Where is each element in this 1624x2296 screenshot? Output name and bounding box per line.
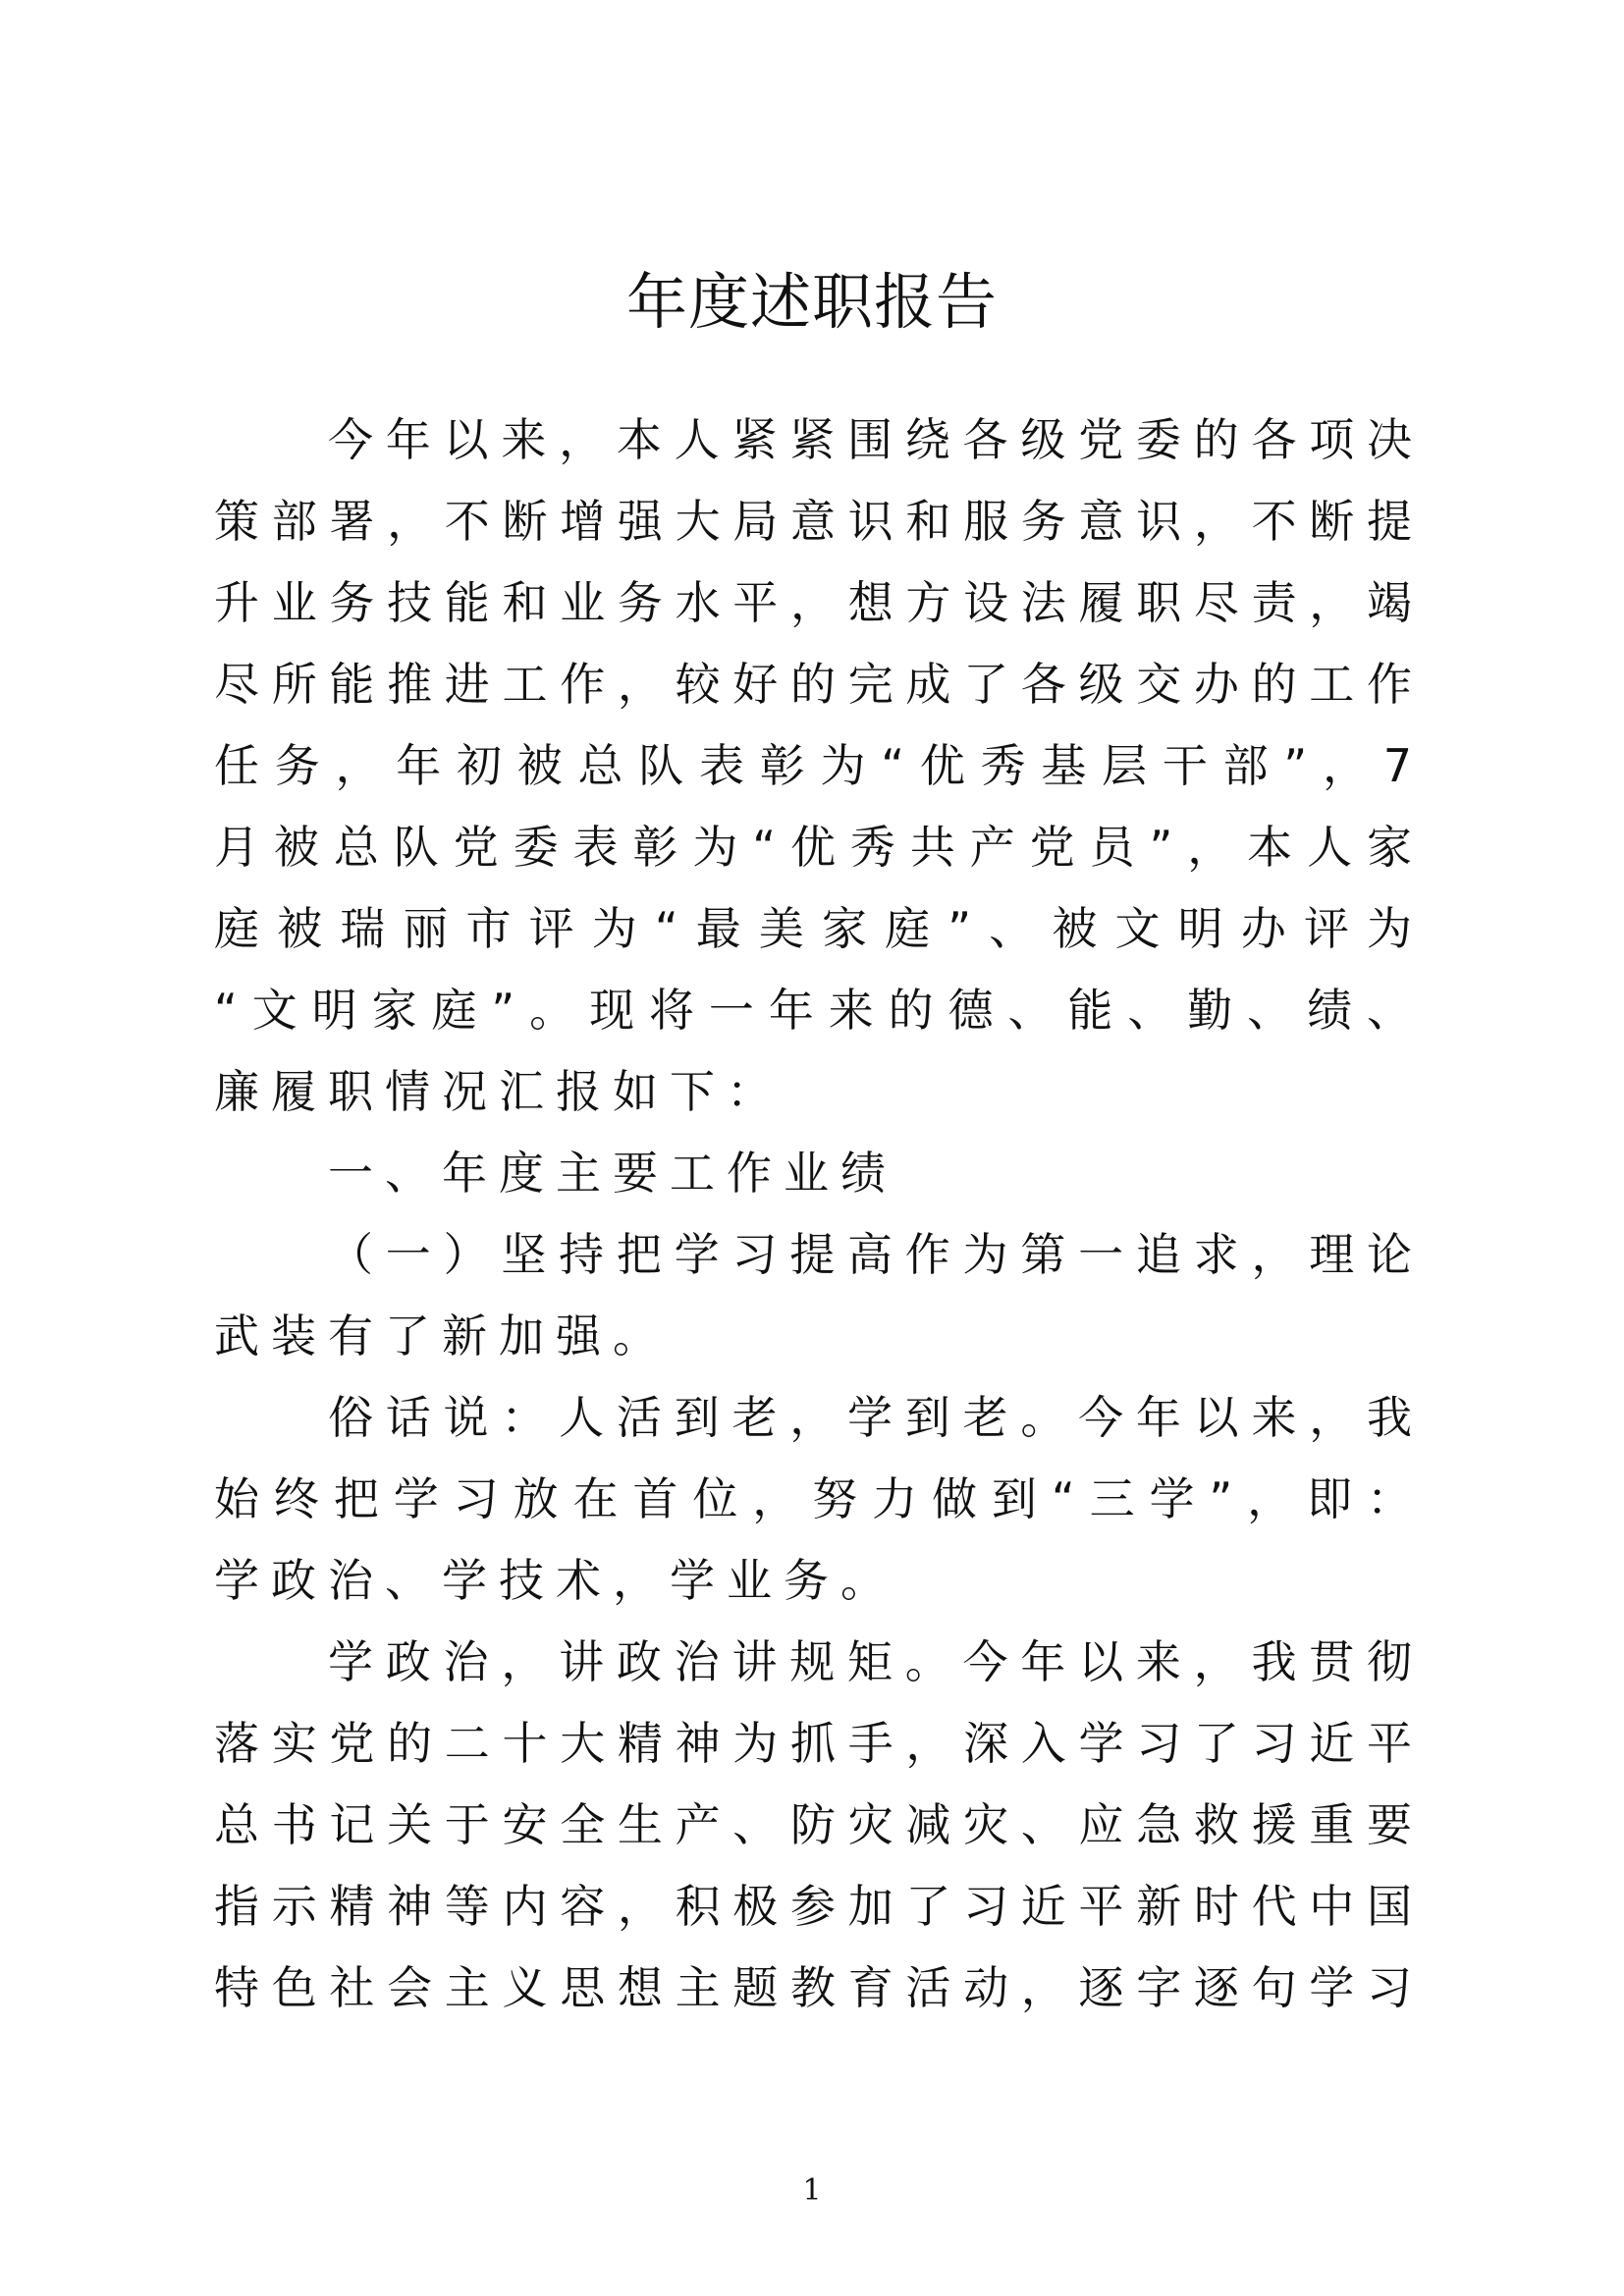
- paragraph-line: 学政治、学技术，学业务。: [214, 1554, 897, 1607]
- paragraph-line: 今年以来，本人紧紧围绕各级党委的各项决: [328, 413, 1412, 466]
- paragraph-line: 落实党的二十大精神为抓手，深入学习了习近平: [214, 1717, 1412, 1770]
- paragraph-line: 俗话说：人活到老，学到老。今年以来，我: [328, 1391, 1412, 1444]
- paragraph-line: 庭被瑞丽市评为“最美家庭”、被文明办评为: [214, 902, 1412, 955]
- section-heading: 一、年度主要工作业绩: [328, 1147, 897, 1200]
- paragraph-line: 总书记关于安全生产、防灾减灾、应急救援重要: [214, 1798, 1412, 1851]
- paragraph-line: 升业务技能和业务水平，想方设法履职尽责，竭: [214, 576, 1412, 629]
- page-number: 1: [802, 2173, 822, 2208]
- paragraph-line: 学政治，讲政治讲规矩。今年以来，我贯彻: [328, 1635, 1412, 1688]
- paragraph-line: 任务，年初被总队表彰为“优秀基层干部”，7: [214, 739, 1412, 792]
- paragraph-line: 廉履职情况汇报如下：: [214, 1065, 784, 1118]
- subsection-heading-line: 武装有了新加强。: [214, 1309, 670, 1362]
- paragraph-line: 尽所能推进工作，较好的完成了各级交办的工作: [214, 658, 1412, 711]
- paragraph-line: 特色社会主义思想主题教育活动，逐字逐句学习: [214, 1961, 1412, 2014]
- document-body: [214, 400, 1412, 2029]
- paragraph-line: 月被总队党委表彰为“优秀共产党员”，本人家: [214, 821, 1412, 874]
- paragraph-line: 始终把学习放在首位，努力做到“三学”，即：: [214, 1472, 1412, 1525]
- paragraph-line: 策部署，不断增强大局意识和服务意识，不断提: [214, 495, 1412, 548]
- paragraph-line: 指示精神等内容，积极参加了习近平新时代中国: [214, 1880, 1412, 1933]
- subsection-heading-line: （一）坚持把学习提高作为第一追求，理论: [328, 1228, 1412, 1281]
- document-title: 年度述职报告: [625, 266, 998, 338]
- paragraph-line: “文明家庭”。现将一年来的德、能、勤、绩、: [214, 984, 1412, 1037]
